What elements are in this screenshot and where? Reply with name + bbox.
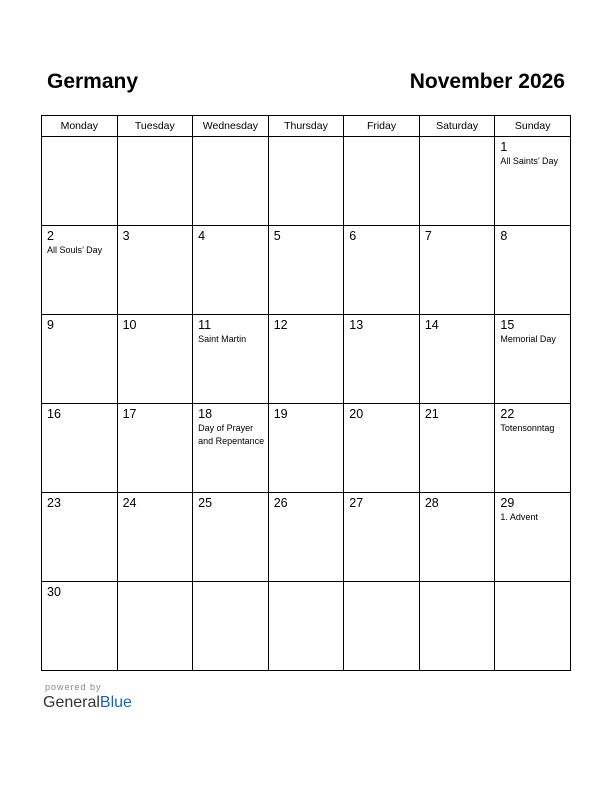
country-title: Germany [47, 70, 139, 93]
holiday-label: All Souls’ Day [47, 245, 103, 255]
day-number: 25 [198, 496, 213, 510]
day-number: 1 [500, 140, 508, 154]
day-number: 8 [500, 229, 508, 243]
calendar-grid [41, 115, 571, 671]
holiday-label: All Saints’ Day [500, 156, 559, 166]
day-number: 6 [349, 229, 357, 243]
day-number: 11 [198, 318, 212, 332]
day-number: 15 [500, 318, 515, 332]
day-cell [193, 315, 269, 404]
day-number: 21 [424, 407, 439, 421]
day-cell [268, 582, 344, 671]
holiday-label: Day of Prayer and Repentance [198, 423, 265, 446]
day-number: 13 [349, 318, 364, 332]
day-cell [193, 226, 269, 315]
day-cell [419, 226, 495, 315]
day-number: 14 [424, 318, 439, 332]
day-cell [42, 315, 118, 404]
day-number: 17 [122, 407, 137, 421]
day-number: 5 [273, 229, 281, 243]
weekday-thursday: Thursday [268, 116, 344, 137]
day-number: 28 [424, 496, 439, 510]
day-cell [419, 137, 495, 226]
day-cell [344, 137, 420, 226]
day-cell [268, 315, 344, 404]
day-number: 4 [198, 229, 206, 243]
day-number: 29 [500, 496, 515, 510]
brand-general: General [43, 694, 100, 711]
day-number: 24 [122, 496, 137, 510]
weekday-saturday: Saturday [419, 116, 495, 137]
day-cell [117, 582, 193, 671]
day-number: 27 [349, 496, 364, 510]
day-cell [495, 404, 571, 493]
day-number: 19 [273, 407, 288, 421]
day-cell [193, 404, 269, 493]
day-number: 7 [424, 229, 432, 243]
day-cell [495, 137, 571, 226]
day-cell [193, 493, 269, 582]
weekday-friday: Friday [344, 116, 420, 137]
day-cell [344, 315, 420, 404]
weekday-header-row [42, 116, 571, 137]
day-cell [42, 493, 118, 582]
day-cell [42, 404, 118, 493]
brand-logo [43, 694, 132, 712]
week-row [42, 404, 571, 493]
day-number: 12 [273, 318, 288, 332]
weekday-wednesday: Wednesday [193, 116, 269, 137]
week-row [42, 137, 571, 226]
day-number: 20 [349, 407, 364, 421]
week-row [42, 315, 571, 404]
week-row [42, 226, 571, 315]
day-cell [495, 493, 571, 582]
day-cell [495, 582, 571, 671]
day-number: 16 [47, 407, 61, 421]
footer [43, 682, 132, 712]
day-number: 18 [198, 407, 213, 421]
day-cell [495, 315, 571, 404]
weekday-sunday: Sunday [495, 116, 571, 137]
day-cell [268, 137, 344, 226]
day-cell [495, 226, 571, 315]
day-cell [344, 404, 420, 493]
day-number: 3 [122, 229, 130, 243]
day-cell [344, 582, 420, 671]
weekday-monday: Monday [42, 116, 118, 137]
day-number: 22 [500, 407, 515, 421]
day-cell [42, 137, 118, 226]
day-number: 2 [47, 229, 54, 243]
powered-by-label: powered by [45, 682, 102, 692]
day-cell [193, 137, 269, 226]
brand-blue: Blue [99, 694, 132, 711]
holiday-label: 1. Advent [500, 512, 538, 522]
day-number: 10 [122, 318, 137, 332]
day-number: 30 [47, 585, 61, 599]
day-cell [419, 315, 495, 404]
weekday-tuesday: Tuesday [117, 116, 193, 137]
holiday-label: Saint Martin [198, 334, 247, 344]
day-cell [419, 404, 495, 493]
day-number: 26 [273, 496, 288, 510]
day-cell [117, 226, 193, 315]
day-cell [419, 493, 495, 582]
week-row [42, 493, 571, 582]
day-cell [117, 493, 193, 582]
day-cell [344, 226, 420, 315]
holiday-label: Totensonntag [500, 423, 555, 433]
day-cell [268, 404, 344, 493]
day-cell [117, 315, 193, 404]
month-title: November 2026 [409, 70, 565, 93]
day-cell [117, 137, 193, 226]
day-number: 9 [47, 318, 54, 332]
day-cell [344, 493, 420, 582]
day-cell [117, 404, 193, 493]
holiday-label: Memorial Day [500, 334, 556, 344]
day-number: 23 [47, 496, 61, 510]
day-cell [42, 226, 118, 315]
day-cell [268, 493, 344, 582]
day-cell [268, 226, 344, 315]
day-cell [419, 582, 495, 671]
week-row [42, 582, 571, 671]
day-cell [42, 582, 118, 671]
day-cell [193, 582, 269, 671]
